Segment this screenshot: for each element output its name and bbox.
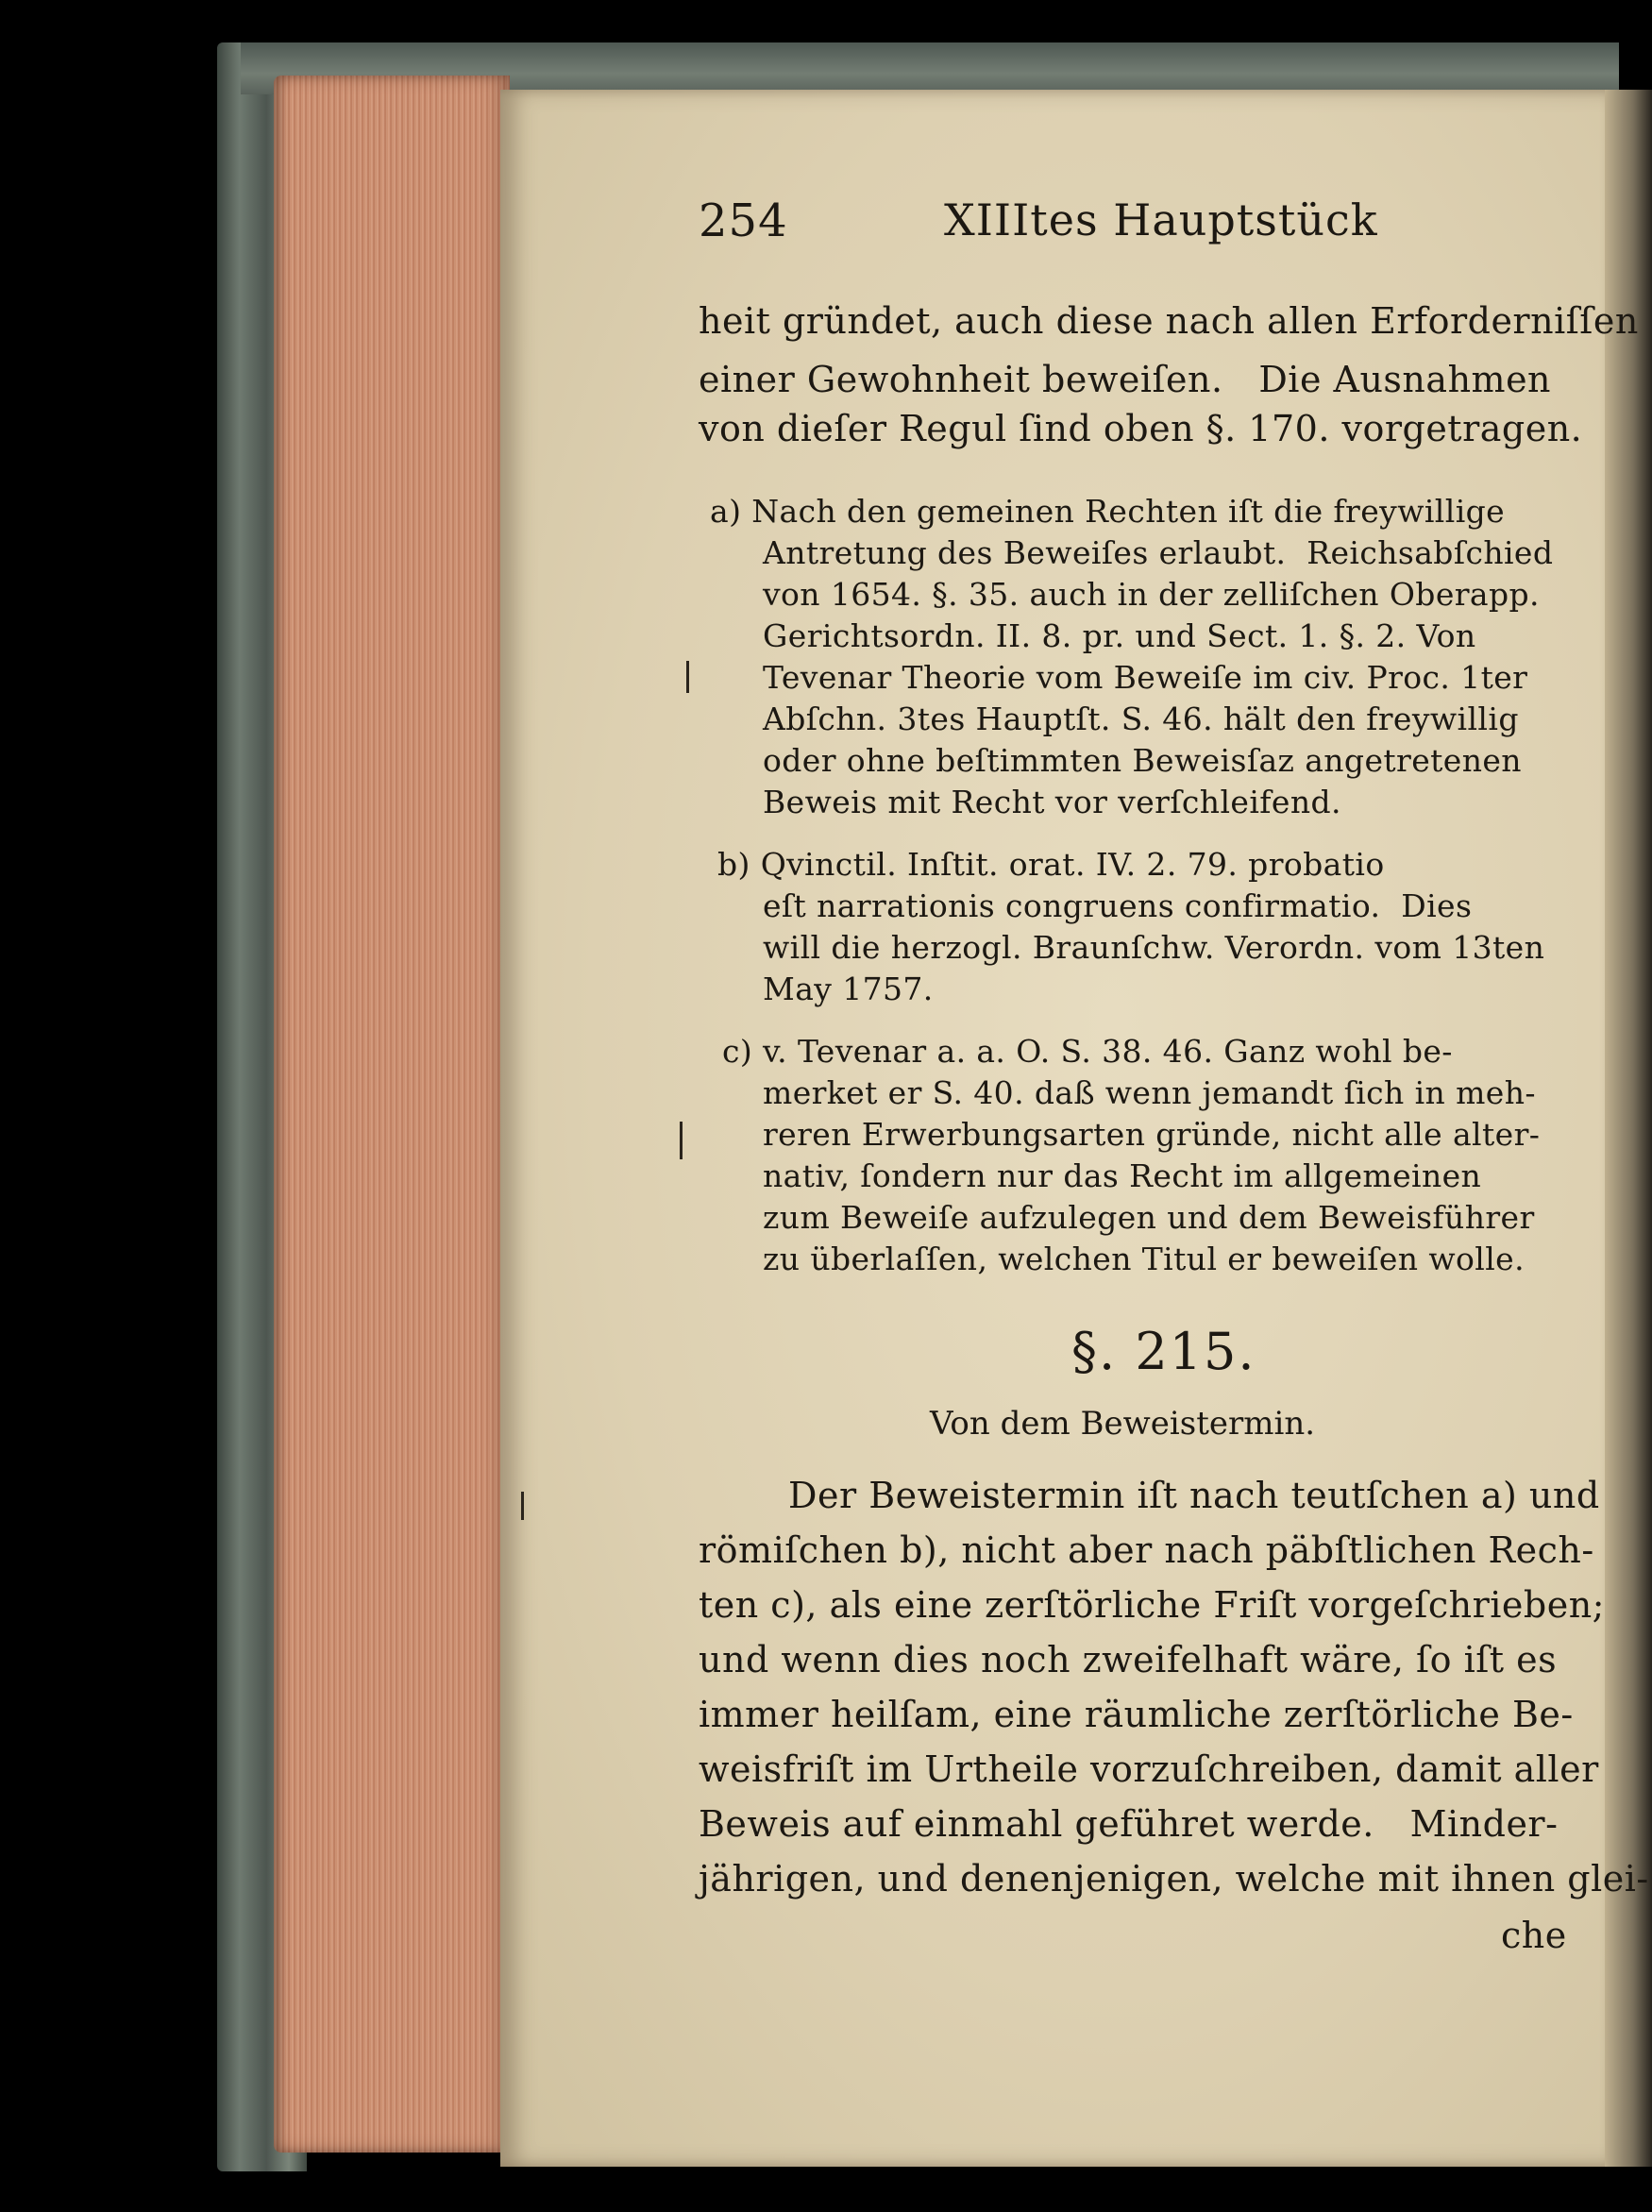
- body-line: ten c), als eine zerſtörliche Friſt vorgeſchrieben;: [699, 1584, 1605, 1626]
- section-heading: §. 215.: [1071, 1322, 1256, 1381]
- body-line: immer heilſam, eine räumliche zerſtörliche Be-: [699, 1694, 1574, 1735]
- footnote-line: Abſchn. 3tes Hauptſt. S. 46. hält den freywillig: [763, 701, 1519, 737]
- footnote-line: zum Beweiſe aufzulegen und dem Beweisführer: [763, 1199, 1535, 1236]
- margin-mark: [680, 1122, 683, 1159]
- page-number: 254: [699, 194, 788, 247]
- margin-mark: [521, 1492, 524, 1520]
- footnote-line: zu überlaſſen, welchen Titul er beweiſen wolle.: [763, 1241, 1525, 1277]
- intro-line: von dieſer Regul ſind oben §. 170. vorgetragen.: [699, 408, 1583, 449]
- footnote-line: oder ohne beſtimmten Beweisſaz angetretenen: [763, 742, 1522, 779]
- body-line: Der Beweistermin iſt nach teutſchen a) und: [788, 1475, 1600, 1516]
- footnote-line: Gerichtsordn. II. 8. pr. und Sect. 1. §. 2. Von: [763, 617, 1476, 654]
- intro-line: heit gründet, auch diese nach allen Erforderniſſen: [699, 300, 1639, 342]
- margin-mark: [686, 661, 689, 693]
- footnote-line: will die herzogl. Braunſchw. Verordn. vom 13ten: [763, 929, 1545, 966]
- body-line: Beweis auf einmahl geführet werde. Minder-: [699, 1803, 1559, 1845]
- footnote-line: Tevenar Theorie vom Beweiſe im civ. Proc. 1ter: [763, 659, 1528, 696]
- footnote-line: von 1654. §. 35. auch in der zelliſchen Oberapp.: [763, 576, 1540, 613]
- page-block-edge: [274, 76, 510, 2153]
- body-line: jährigen, und denenjenigen, welche mit ihnen glei-: [699, 1858, 1649, 1900]
- footnote-line: May 1757.: [763, 971, 934, 1007]
- footnote-line: b) Qvinctil. Inſtit. orat. IV. 2. 79. probatio: [717, 846, 1385, 883]
- intro-line: einer Gewohnheit beweiſen. Die Ausnahmen: [699, 359, 1552, 400]
- footnote-line: Antretung des Beweiſes erlaubt. Reichsabſchied: [763, 534, 1554, 571]
- footnote-line: c) v. Tevenar a. a. O. S. 38. 46. Ganz wohl be-: [722, 1033, 1453, 1070]
- section-subtitle: Von dem Beweistermin.: [930, 1405, 1316, 1443]
- footnote-line: eſt narrationis congruens confirmatio. Dies: [763, 887, 1473, 924]
- footnote-line: Beweis mit Recht vor verſchleifend.: [763, 784, 1341, 820]
- body-line: römiſchen b), nicht aber nach päbſtlichen Rech-: [699, 1529, 1594, 1571]
- footnote-line: reren Erwerbungsarten gründe, nicht alle alter-: [763, 1116, 1541, 1153]
- footnote-line: nativ, ſondern nur das Recht im allgemeinen: [763, 1157, 1482, 1194]
- footnote-line: merket er S. 40. daß wenn jemandt ſich in meh-: [763, 1074, 1536, 1111]
- catchword: che: [1501, 1915, 1567, 1956]
- body-line: weisfriſt im Urtheile vorzuſchreiben, damit aller: [699, 1748, 1599, 1790]
- footnote-line: a) Nach den gemeinen Rechten iſt die freywillige: [710, 493, 1506, 530]
- page-gutter-shadow: [1605, 90, 1652, 2167]
- running-head: XIIItes Hauptstück: [944, 194, 1378, 245]
- body-line: und wenn dies noch zweifelhaft wäre, ſo iſt es: [699, 1639, 1558, 1680]
